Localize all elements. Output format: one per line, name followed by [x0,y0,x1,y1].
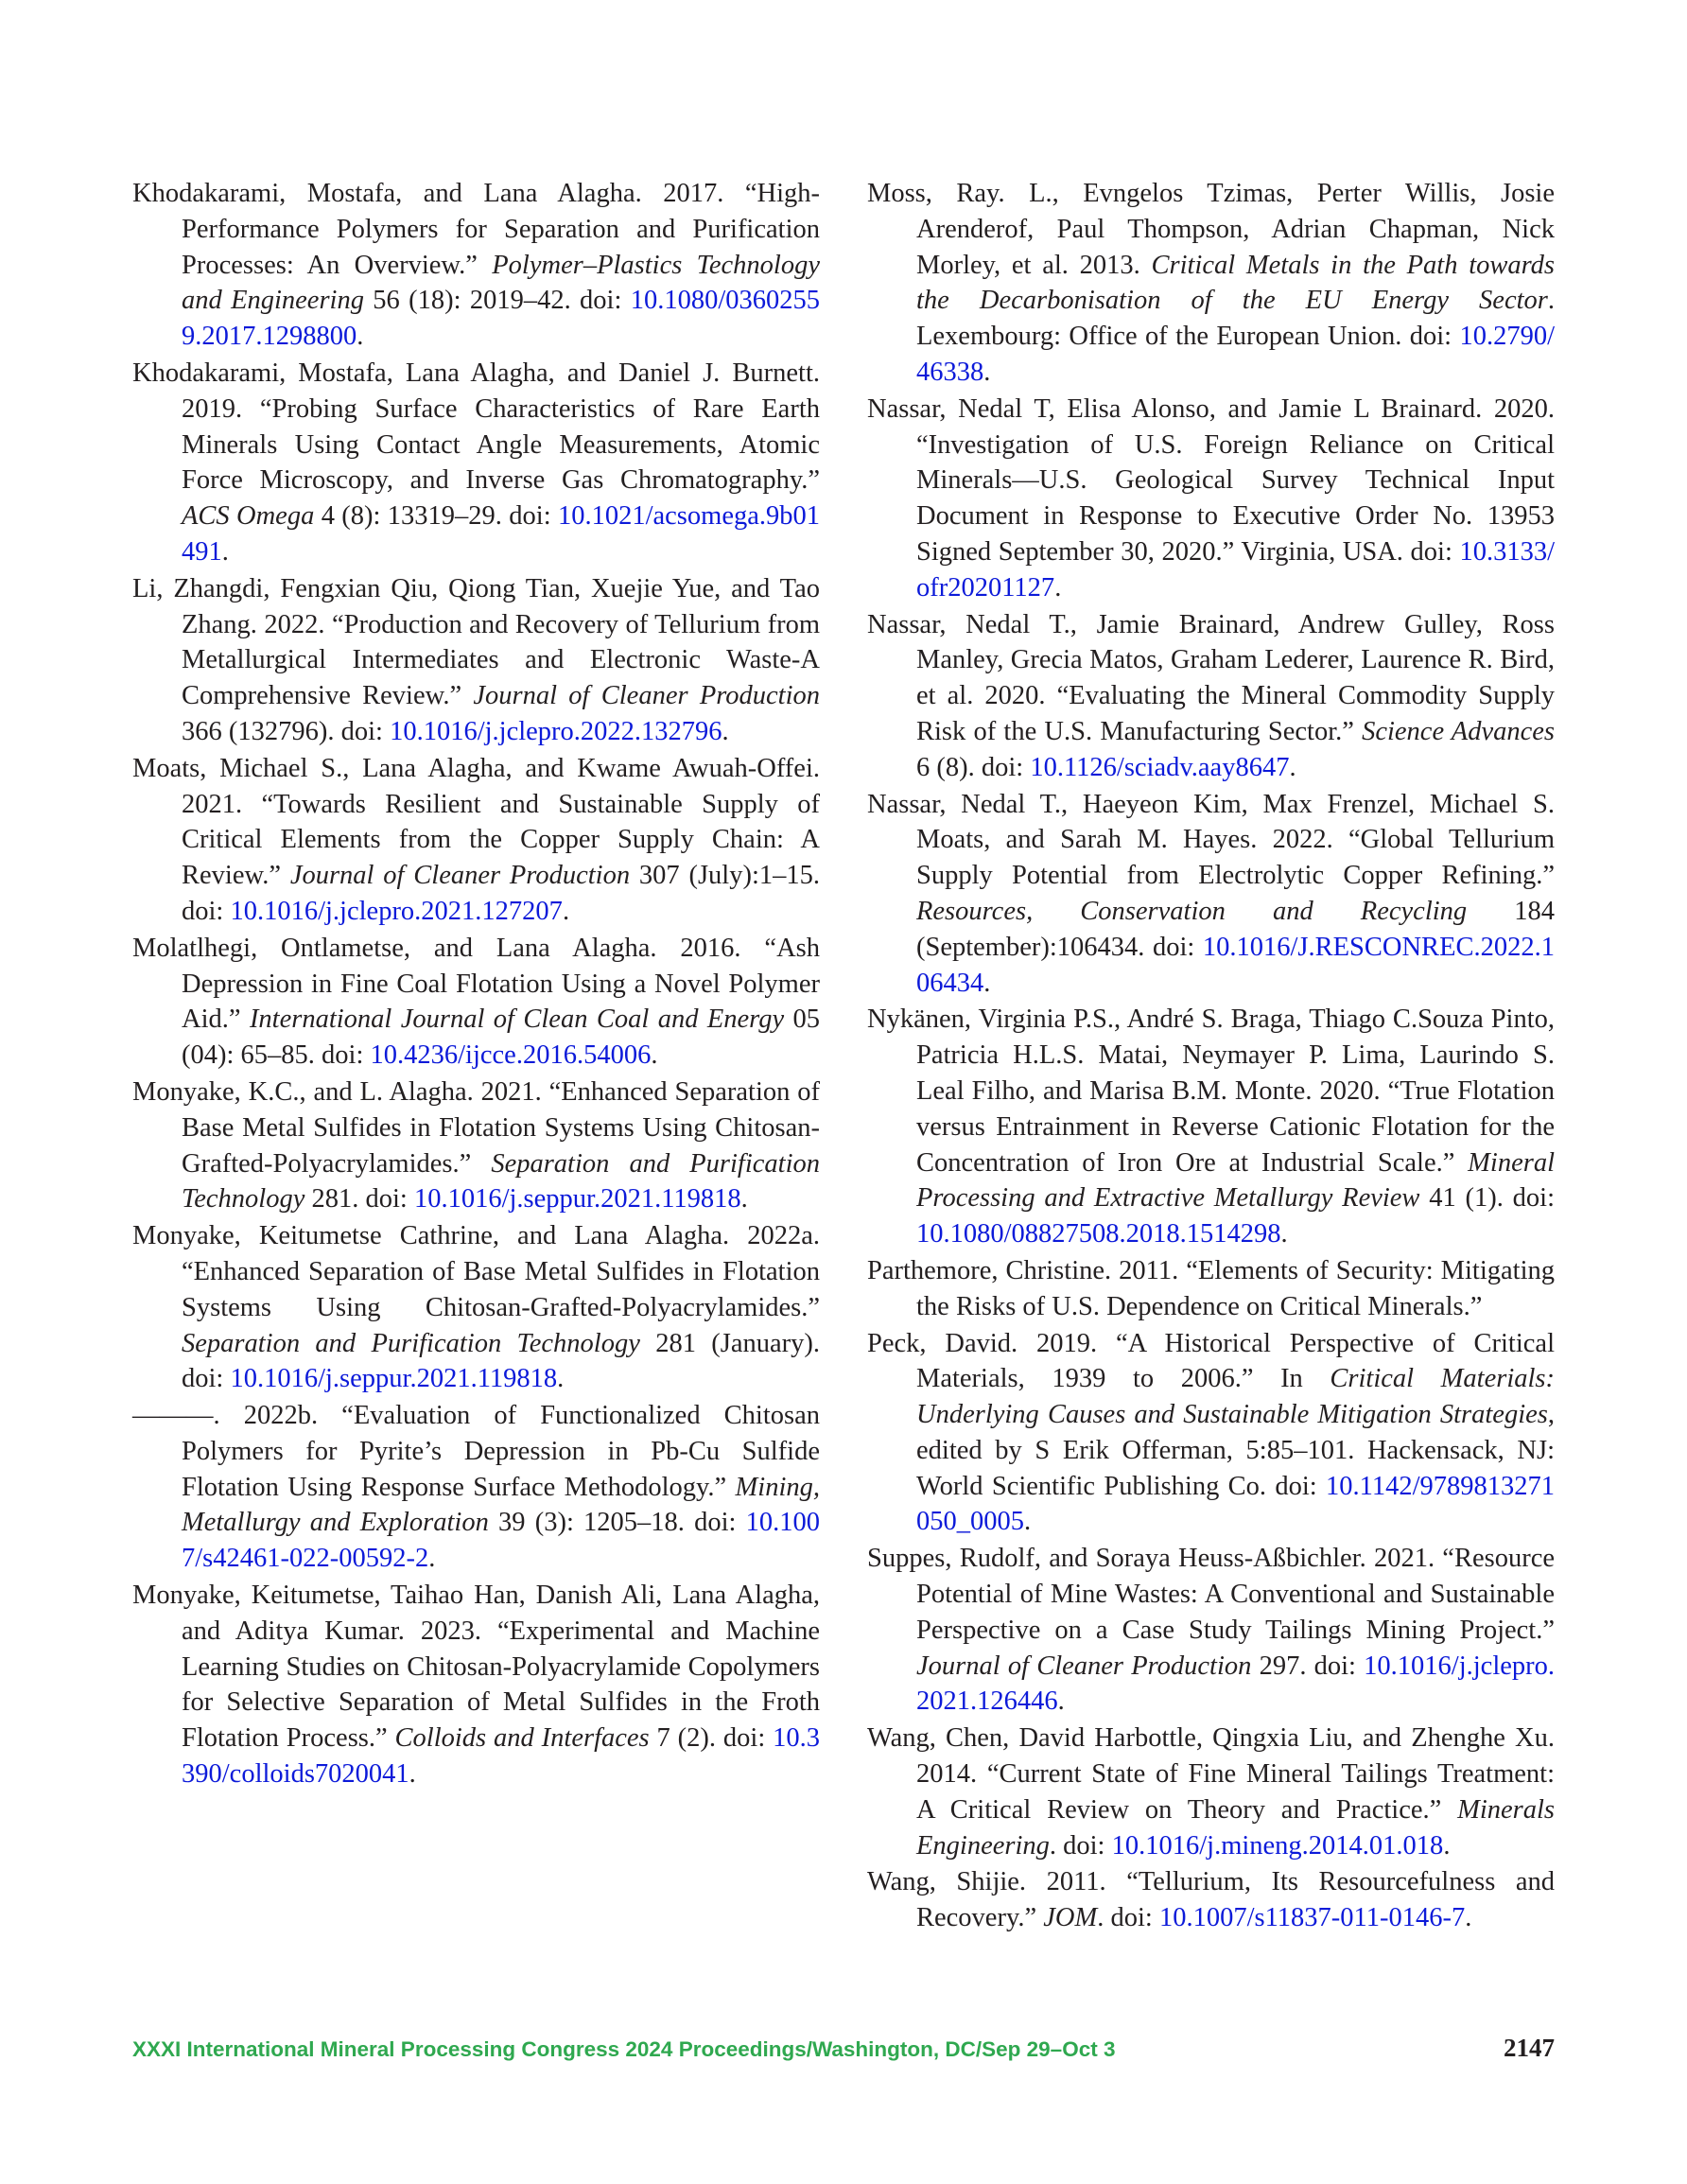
reference-text: . [357,322,364,352]
reference-text: . [983,968,991,998]
reference-source-title: Polymer–Plastics Technology and Engineering [182,250,820,316]
reference-entry [867,1721,1555,1863]
reference-source-title: Minerals Engineering [916,1794,1555,1861]
doi-link[interactable]: 10.1016/j.jclepro.2021.127207 [230,896,563,926]
reference-text: . [221,536,229,567]
reference-text: Suppes, Rudolf, and Soraya Heuss-Aßbichler. 2021. “Resource Potential of Mine Wastes: A Conventional and Sustainable Perspective on a Case Study Tailings Mining Project.” [867,1544,1555,1645]
reference-text: . doi: [1049,1830,1112,1861]
reference-text: Khodakarami, Mostafa, and Lana Alagha. 2017. “High-Performance Polymers for Separation and Purification Processes: An Overview.” [132,179,820,280]
references-column-right [867,176,1555,1937]
reference-entry [867,1326,1555,1541]
reference-text: . Lexembourg: Office of the European Union. doi: [916,286,1555,352]
reference-entry [132,1218,820,1397]
reference-source-title: Journal of Cleaner Production [289,861,631,891]
reference-text: Nassar, Nedal T, Elisa Alonso, and Jamie L Brainard. 2020. “Investigation of U.S. Foreign Reliance on Critical Minerals—U.S. Geological Survey Technical Input Document in Response to Executive Order No. 13953 Signed September 30, 2020.” Virginia, USA. doi: [867,393,1555,567]
reference-source-title: Separation and Purification Technology [182,1148,820,1214]
reference-entry [132,931,820,1074]
reference-text: 56 (18): 2019–42. doi: [363,286,631,316]
reference-text: Khodakarami, Mostafa, Lana Alagha, and Daniel J. Burnett. 2019. “Probing Surface Characteristics of Rare Earth Minerals Using Contact Angle Measurements, Atomic Force Microscopy, and Inverse Gas Chromatography.” [132,358,820,496]
reference-text: Peck, David. 2019. “A Historical Perspective of Critical Materials, 1939 to 2006.” In [867,1328,1555,1394]
reference-text: . [1057,1686,1065,1717]
reference-entry [867,176,1555,391]
doi-link[interactable]: 10.1016/j.jclepro.2021.126446 [916,1651,1556,1717]
reference-text: 39 (3): 1205–18. doi: [488,1508,746,1538]
reference-text: . [722,716,729,746]
reference-entry [132,1578,820,1792]
reference-text: Molatlhegi, Ontlametse, and Lana Alagha. 2016. “Ash Depression in Fine Coal Flotation Using a Novel Polymer Aid.” [132,933,820,1035]
reference-source-title: Science Advances [1362,716,1555,746]
doi-link[interactable]: 10.1016/j.jclepro.2022.132796 [390,716,722,746]
reference-text: Wang, Chen, David Harbottle, Qingxia Liu, and Zhenghe Xu. 2014. “Current State of Fine Mineral Tailings Treatment: A Critical Review on Theory and Practice.” [867,1723,1555,1825]
reference-text: . [1289,752,1296,782]
reference-entry [132,571,820,750]
reference-source-title: Colloids and Interfaces [394,1723,650,1754]
reference-text: 184 (September):106434. doi: [916,896,1555,962]
doi-link[interactable]: 10.1007/s42461-022-00592-2 [182,1508,820,1574]
reference-source-title: ACS Omega [182,501,315,532]
reference-text: Monyake, K.C., and L. Alagha. 2021. “Enhanced Separation of Base Metal Sulfides in Flotation Systems Using Chitosan-Grafted-Polyacrylamides.” [132,1076,820,1179]
reference-source-title: JOM [1043,1903,1098,1933]
reference-source-title: Journal of Cleaner Production [473,681,821,711]
reference-text: 4 (8): 13319–29. doi: [314,501,558,532]
reference-text: Wang, Shijie. 2011. “Tellurium, Its Resourcefulness and Recovery.” [867,1867,1555,1933]
reference-text: Moats, Michael S., Lana Alagha, and Kwame Awuah-Offei. 2021. “Towards Resilient and Sustainable Supply of Critical Elements from the Copper Supply Chain: A Review.” [132,753,820,891]
reference-entry [867,607,1555,786]
doi-link[interactable]: 10.2790/46338 [916,322,1555,387]
reference-text: . doi: [1097,1903,1159,1933]
reference-text: . [1024,1507,1032,1537]
reference-entry [132,356,820,570]
doi-link[interactable]: 10.1021/acsomega.9b01491 [182,501,820,567]
doi-link[interactable]: 10.1016/j.seppur.2021.119818 [230,1364,558,1394]
doi-link[interactable]: 10.1142/9789813271050_0005 [916,1471,1555,1537]
reference-text: Moss, Ray. L., Evngelos Tzimas, Perter Willis, Josie Arenderof, Paul Thompson, Adrian Chapman, Nick Morley, et al. 2013. [867,179,1555,280]
reference-entry [132,751,820,930]
reference-source-title: Critical Metals in the Path towards the Decarbonisation of the EU Energy Sector [916,250,1555,316]
reference-text: . [740,1184,748,1214]
reference-text: ———. 2022b. “Evaluation of Functionalized Chitosan Polymers for Pyrite’s Depression in Pb-Cu Sulfide Flotation Using Response Surface Methodology.” [132,1401,820,1502]
reference-entry [867,1253,1555,1325]
reference-text: , edited by S Erik Offerman, 5:85–101. Hackensack, NJ: World Scientific Publishing Co. doi: [916,1400,1555,1501]
reference-text: 297. doi: [1251,1651,1365,1681]
reference-entry [867,787,1555,1002]
reference-text: 7 (2). doi: [649,1723,774,1754]
reference-text: 41 (1). doi: [1419,1183,1555,1214]
reference-text: . [1443,1830,1451,1861]
reference-entry [867,1002,1555,1252]
doi-link[interactable]: 10.1080/08827508.2018.1514298 [916,1219,1281,1249]
reference-entry [132,176,820,355]
reference-source-title: Mining, Metallurgy and Exploration [182,1472,820,1538]
reference-text: Monyake, Keitumetse, Taihao Han, Danish Ali, Lana Alagha, and Aditya Kumar. 2023. “Experimental and Machine Learning Studies on Chitosan-Polyacrylamide Copolymers for Selective Separation of Metal Sulfides in the Froth Flotation Process.” [132,1581,820,1754]
reference-text: Nassar, Nedal T., Haeyeon Kim, Max Frenzel, Michael S. Moats, and Sarah M. Hayes. 2022. “Global Tellurium Supply Potential from Electrolytic Copper Refining.” [867,789,1555,891]
reference-entry [867,392,1555,606]
reference-text: . [1465,1903,1472,1933]
reference-entry [867,1864,1555,1936]
reference-source-title: International Journal of Clean Coal and Energy [249,1005,785,1035]
doi-link[interactable]: 10.1126/sciadv.aay8647 [1030,752,1290,782]
doi-link[interactable]: 10.3133/ofr20201127 [916,536,1555,603]
doi-link[interactable]: 10.1016/j.seppur.2021.119818 [413,1184,741,1214]
reference-text: Parthemore, Christine. 2011. “Elements of Security: Mitigating the Risks of U.S. Dependence on Critical Minerals.” [867,1255,1555,1321]
doi-link[interactable]: 10.3390/colloids7020041 [182,1723,820,1790]
doi-link[interactable]: 10.1080/03602559.2017.1298800 [182,286,820,352]
reference-entry [132,1075,820,1217]
reference-text: . [1054,572,1062,603]
doi-link[interactable]: 10.4236/ijcce.2016.54006 [370,1040,652,1071]
reference-source-title: Critical Materials: Underlying Causes and Sustainable Mitigation Strategies [916,1364,1555,1430]
doi-link[interactable]: 10.1007/s11837-011-0146-7 [1158,1903,1466,1933]
reference-entry [132,1398,820,1577]
reference-text: 366 (132796). doi: [182,716,391,746]
reference-text: 281 (January). doi: [182,1328,820,1394]
reference-source-title: Separation and Purification Technology [182,1328,640,1358]
reference-text: . [409,1759,416,1790]
reference-text: Li, Zhangdi, Fengxian Qiu, Qiong Tian, Xuejie Yue, and Tao Zhang. 2022. “Production and Recovery of Tellurium from Metallurgical Intermediates and Electronic Waste-A Comprehensive Review.” [132,573,820,711]
reference-text: . [651,1040,658,1071]
reference-entry [867,1541,1555,1720]
reference-text: Nykänen, Virginia P.S., André S. Braga, Thiago C.Souza Pinto, Patricia H.L.S. Matai, Neymayer P. Lima, Laurindo S. Leal Filho, and Marisa B.M. Monte. 2020. “True Flotation versus Entrainment in Reverse Cationic Flotation for the Concentration of Iron Ore at Industrial Scale.” [867,1005,1555,1178]
reference-source-title: Resources, Conservation and Recycling [916,896,1468,926]
reference-text: 281. doi: [304,1184,414,1214]
reference-text: . [428,1544,436,1574]
reference-text: . [1280,1219,1288,1249]
doi-link[interactable]: 10.1016/j.mineng.2014.01.018 [1111,1830,1444,1861]
reference-text: . [557,1364,565,1394]
reference-source-title: Mineral Processing and Extractive Metallurgy Review [916,1147,1555,1214]
reference-text: Monyake, Keitumetse Cathrine, and Lana Alagha. 2022a. “Enhanced Separation of Base Metal Sulfides in Flotation Systems Using Chitosan-Grafted-Polyacrylamides.” [132,1221,820,1322]
reference-source-title: Journal of Cleaner Production [916,1651,1252,1681]
reference-text: 05 (04): 65–85. doi: [182,1005,820,1071]
footer-conference-title: XXXI International Mineral Processing Congress 2024 Proceedings/Washington, DC/Sep 29–Oct 3 [132,2037,1116,2061]
reference-text: . [983,357,991,387]
reference-text: 6 (8). doi: [916,752,1031,782]
reference-text: Nassar, Nedal T., Jamie Brainard, Andrew Gulley, Ross Manley, Grecia Matos, Graham Lederer, Laurence R. Bird, et al. 2020. “Evaluating the Mineral Commodity Supply Risk of the U.S. Manufacturing Sector.” [867,609,1555,746]
page-number: 2147 [1504,2034,1555,2062]
references-column-left [132,176,820,1793]
reference-text: . [562,896,570,926]
reference-text: 307 (July):1–15. doi: [182,861,821,926]
doi-link[interactable]: 10.1016/J.RESCONREC.2022.106434 [916,932,1555,998]
